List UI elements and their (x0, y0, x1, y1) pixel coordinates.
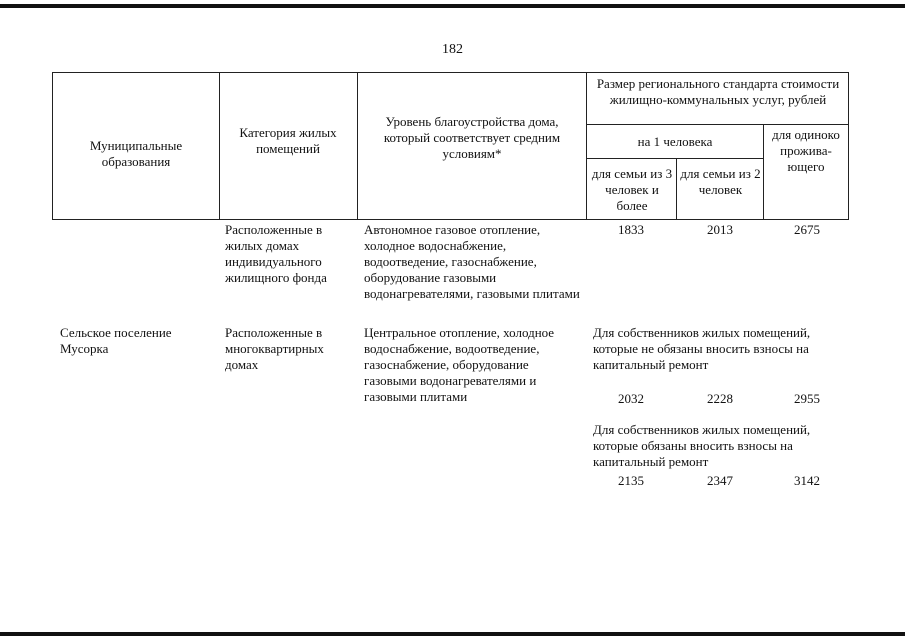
row2-value1-family2: 2228 (707, 391, 733, 406)
page-number: 182 (442, 42, 463, 57)
row2-value1-single: 2955 (794, 391, 820, 406)
header-per-person: на 1 человека (637, 134, 713, 149)
row2-value2-family2: 2347 (707, 473, 733, 488)
row2-value2-single: 3142 (794, 473, 820, 488)
row1-category: Расположенные в жилых домах индивидуального жилищного фонда (225, 222, 327, 285)
row1-level: Автономное газовое отопление, холодное водоснабжение, водоотведение, газоснабжение, оборудование газовыми водонагревателями, газовыми плитами (364, 222, 580, 301)
row2-note-obligation: Для собственников жилых помещений, которые обязаны вносить взносы на капитальный ремонт (593, 422, 811, 469)
row1-value-family3: 1833 (618, 222, 644, 237)
row1-value-family2: 2013 (707, 222, 733, 237)
header-family3: для семьи из 3 человек и более (591, 166, 673, 213)
top-border (0, 4, 905, 8)
header-level: Уровень благоустройства дома, который соответствует средним условиям* (383, 114, 561, 161)
header-category: Категория жилых помещений (239, 125, 337, 156)
row2-level: Центральное отопление, холодное водоснабжение, водоотведение, газоснабжение, оборудование газовыми водонагревателями и газовыми плитами (364, 325, 555, 404)
header-single-resident: для одиноко прожива-ющего (772, 127, 840, 174)
header-standard: Размер регионального стандарта стоимости жилищно-коммунальных услуг, рублей (596, 76, 840, 107)
bottom-border (0, 632, 905, 636)
header-family2: для семьи из 2 человек (680, 166, 761, 197)
row2-category: Расположенные в многоквартирных домах (225, 325, 324, 372)
row1-value-single: 2675 (794, 222, 820, 237)
row2-value2-family3: 2135 (618, 473, 644, 488)
row2-value1-family3: 2032 (618, 391, 644, 406)
row2-municipality: Сельское поселение Мусорка (60, 325, 172, 356)
row2-note-no-obligation: Для собственников жилых помещений, которые не обязаны вносить взносы на капитальный ремонт (593, 325, 811, 372)
header-municipality: Муниципальные образования (89, 138, 183, 169)
